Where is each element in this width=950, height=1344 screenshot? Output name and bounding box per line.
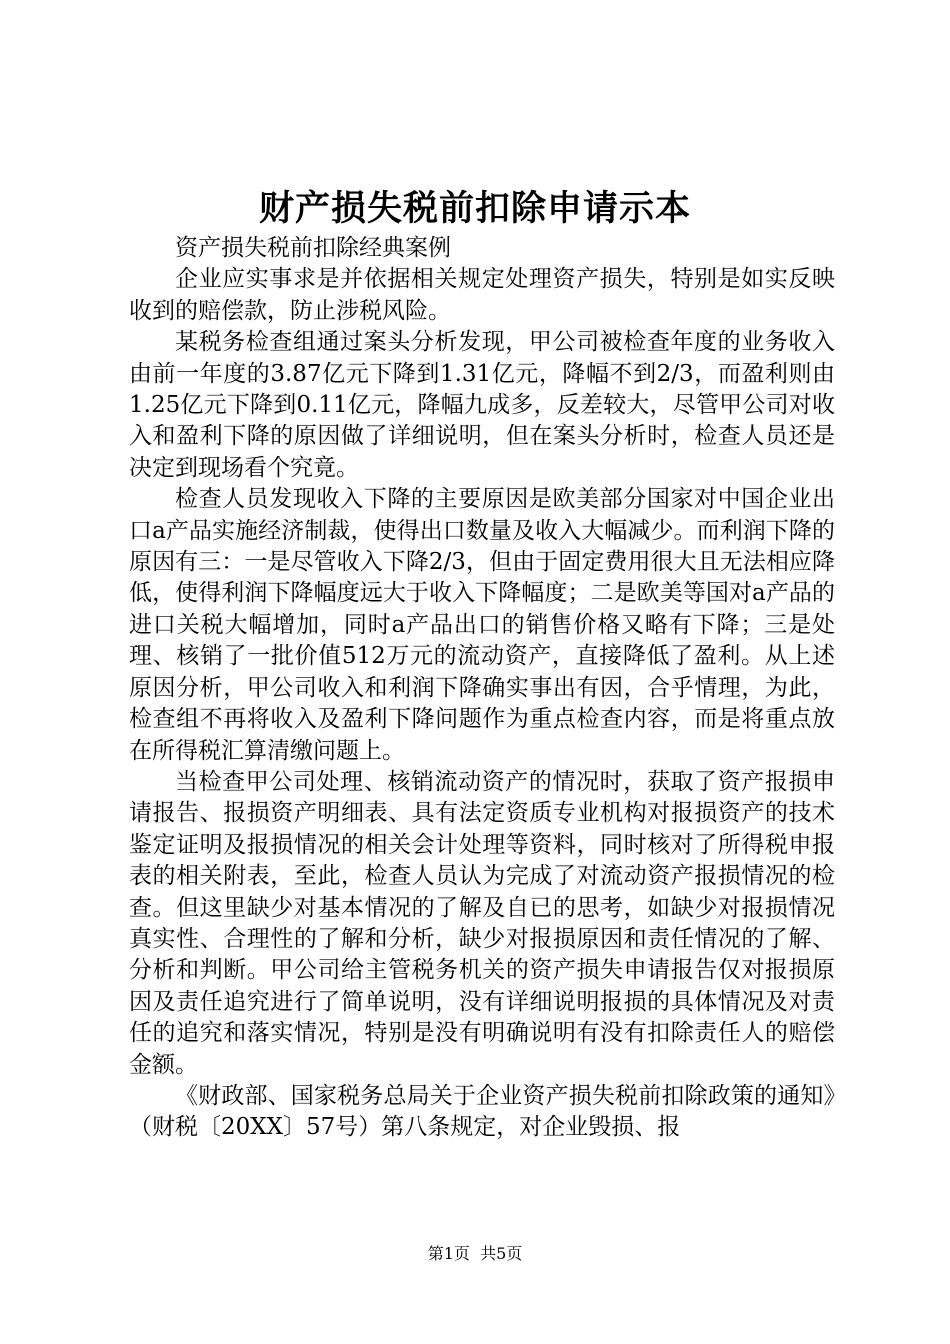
paragraph: 当检查甲公司处理、核销流动资产的情况时，获取了资产报损申请报告、报损资产明细表、具有法定资质专业机构对报损资产的技术鉴定证明及报损情况的相关会计处理等资料，同时核对了所得税申报表的相关附表，至此，检查人员认为完成了对流动资产报损情况的检查。但这里缺少对基本情况的了解及自已的思考，如缺少对报损情况真实性、合理性的了解和分析，缺少对报损原因和责任情况的了解、分析和判断。甲公司给主管税务机关的资产损失申请报告仅对报损原因及责任追究进行了简单说明，没有详细说明报损的具体情况及对责任的追究和落实情况，特别是没有明确说明有没有扣除责任人的赔偿金额。 [129, 768, 835, 1078]
footer-gap [470, 1244, 480, 1263]
paragraph: 某税务检查组通过案头分析发现，甲公司被检查年度的业务收入由前一年度的3.87亿元下降到1.31亿元，降幅不到2/3，而盈利则由1.25亿元下降到0.11亿元，降幅九成多，反差较大，尽管甲公司对收入和盈利下降的原因做了详细说明，但在案头分析时，检查人员还是决定到现场看个究竟。 [129, 329, 835, 481]
paragraph: 企业应实事求是并依据相关规定处理资产损失，特别是如实反映收到的赔偿款，防止涉税风险。 [129, 266, 835, 324]
document-body [129, 233, 835, 1144]
document-title: 财产损失税前扣除申请示本 [258, 189, 691, 229]
paragraph-subtitle: 资产损失税前扣除经典案例 [175, 235, 451, 261]
paragraph: 检查人员发现收入下降的主要原因是欧美部分国家对中国企业出口a产品实施经济制裁，使得出口数量及收入大幅减少。而利润下降的原因有三：一是尽管收入下降2/3，但由于固定费用很大且无法相应降低，使得利润下降幅度远大于收入下降幅度；二是欧美等国对a产品的进口关税大幅增加，同时a产品出口的销售价格又略有下降；三是处理、核销了一批价值512万元的流动资产，直接降低了盈利。从上述原因分析，甲公司收入和利润下降确实事出有因，合乎情理，为此，检查组不再将收入及盈利下降问题作为重点检查内容，而是将重点放在所得税汇算清缴问题上。 [129, 486, 835, 764]
page-number: 第1页 [427, 1244, 470, 1263]
page-total: 共5页 [480, 1244, 523, 1263]
paragraph: 《财政部、国家税务总局关于企业资产损失税前扣除政策的通知》（财税〔20XX〕57号）第八条规定，对企业毁损、报 [129, 1082, 835, 1141]
page-footer [0, 1244, 950, 1264]
